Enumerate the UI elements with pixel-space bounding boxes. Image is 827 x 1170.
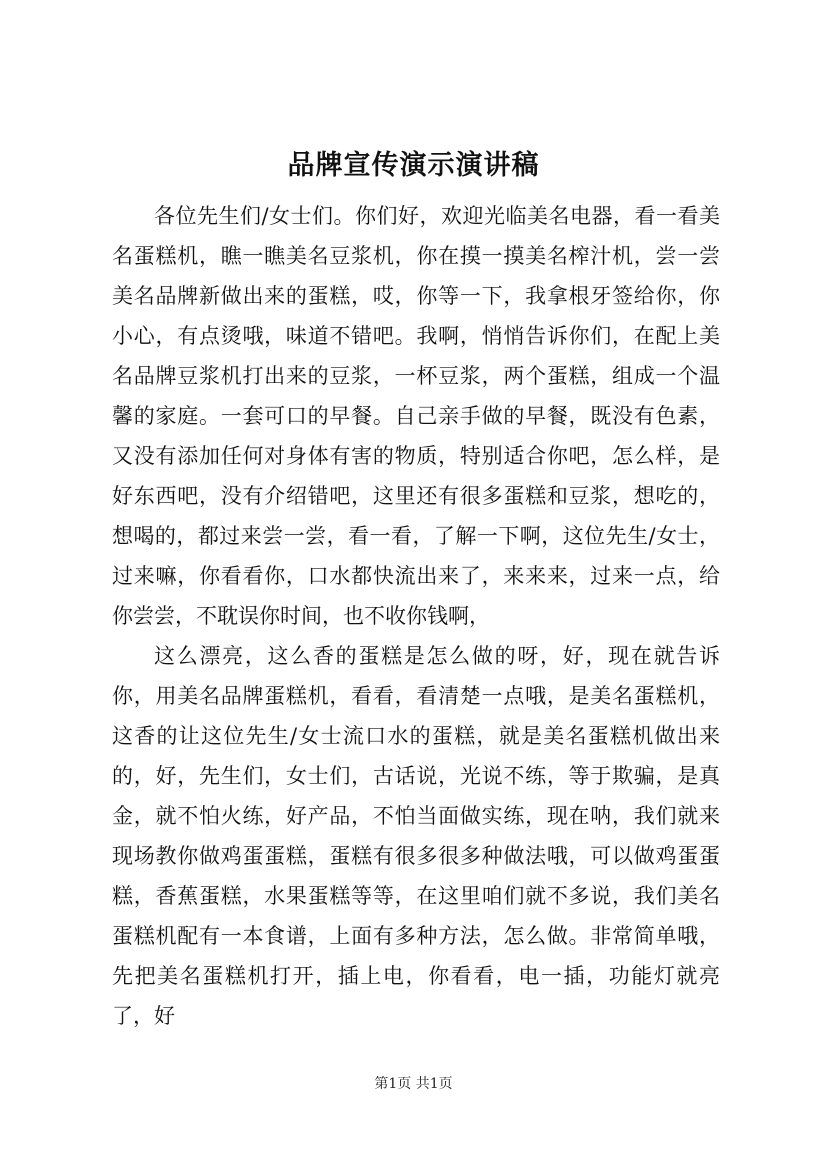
paragraph: 这么漂亮，这么香的蛋糕是怎么做的呀，好，现在就告诉你，用美名品牌蛋糕机，看看，看清楚一点哦，是美名蛋糕机，这香的让这位先生/女士流口水的蛋糕，就是美名蛋糕机做出来的，好，先生们，女士们，古话说，光说不练，等于欺骗，是真金，就不怕火练，好产品，不怕当面做实练，现在呐，我们就来现场教你做鸡蛋蛋糕，蛋糕有很多很多种做法哦，可以做鸡蛋蛋糕，香蕉蛋糕，水果蛋糕等等，在这里咱们就不多说，我们美名蛋糕机配有一本食谱，上面有多种方法，怎么做。非常简单哦，先把美名蛋糕机打开，插上电，你看看，电一插，功能灯就亮了，好: [112, 644, 720, 1028]
page-number-footer: 第1页 共1页: [374, 1076, 453, 1092]
paragraph: 各位先生们/女士们。你们好，欢迎光临美名电器，看一看美名蛋糕机，瞧一瞧美名豆浆机，你在摸一摸美名榨汁机，尝一尝美名品牌新做出来的蛋糕，哎，你等一下，我拿根牙签给你，你小心，有点烫哦，味道不错吧。我啊，悄悄告诉你们，在配上美名品牌豆浆机打出来的豆浆，一杯豆浆，两个蛋糕，组成一个温馨的家庭。一套可口的早餐。自己亲手做的早餐，既没有色素，又没有添加任何对身体有害的物质，特别适合你吧，怎么样，是好东西吧，没有介绍错吧，这里还有很多蛋糕和豆浆，想吃的，想喝的，都过来尝一尝，看一看，了解一下啊，这位先生/女士，过来嘛，你看看你，口水都快流出来了，来来来，过来一点，给你尝尝，不耽误你时间，也不收你钱啊，: [112, 204, 720, 628]
document-title: 品牌宣传演示演讲稿: [287, 150, 540, 181]
document-body: [112, 196, 720, 1036]
